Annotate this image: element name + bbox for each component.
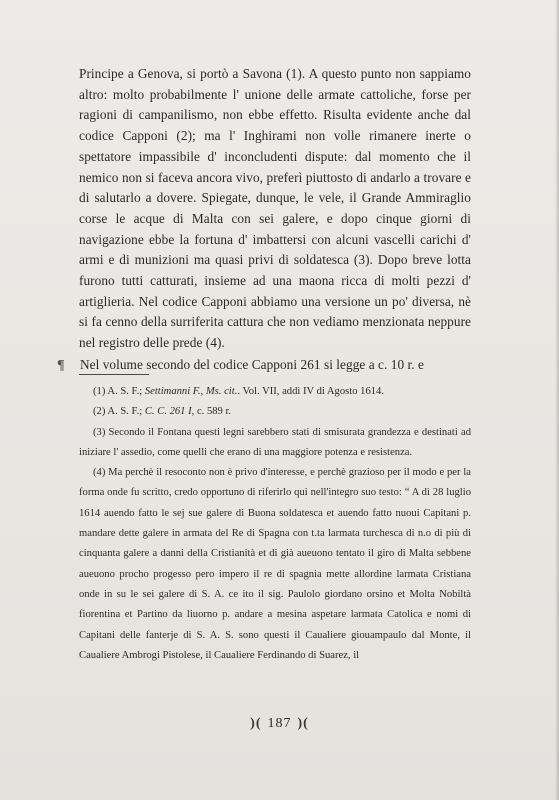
footnote-1-prefix: (1) A. S. F.; [93,386,143,397]
footnote-2-prefix: (2) A. S. F.; [93,406,143,418]
footnote-2 [79,402,471,422]
footnote-4: (4) Ma perchè il resoconto non è privo d'interesse, e perchè grazioso per il modo e per la forma onde fu scritto, credo opportuno di riferirlo qui nell'integro suo testo: “ A dì 28 luglio 1614 auendo fatto le sej sue galere di Buona soldatesca et auendo fatto nuoui Capitani p. mandare dette galere in armata del Re di Spagna con t.ta larmata turchesca di n.o di più di cinquanta galere a danni della Cristianità et di già aueuono tentato il giro di Malta sebbene aueuono procho progesso pero impero il re di spagnia mette allordine larmata Cristiana onde in su le sei galere di S. A. ce ito il sig. Paulolo giordano orsino et Molta Nobiltà fiorentina et Partino da liuorno p. andare a mesina aspetare larmata Catolica e nomi di Capitani delle fanterje di S. A. S. sono questi il Caualiere giouampaulo dal Monte, il Caualiere Ambrogi Pistolese, il Caualiere Ferdinando di Suarez, il [79,467,471,661]
body-paragraph: Principe a Genova, si portò a Savona (1). A questo punto non sappiamo altro: molto probabilmente l' unione delle armate cattoliche, forse per ragioni di campanilismo, non ebbe effetto. Risulta evidente anche dal codice Capponi (2); ma l' Inghirami non volle rimanere inerte o spettatore impassibile d' inconcludenti dispute: dal momento che il nemico non si faceva ancora vivo, preferì piuttosto di andarlo a trovare e di salutarlo a dovere. Spiegate, dunque, le vele, il Grande Ammiraglio corse le acque di Malta con sei galere, e dopo cinque giorni di navigazione ebbe la fortuna d' imbattersi con alcuni vascelli carichi d' armi e di munizioni ma quasi privi di soldatesca (3). Dopo breve lotta furono tutti catturati, insieme ad una maona ricca di molti pezzi d' artiglieria. Nel codice Capponi abbiamo una versione un po' diversa, nè si fa cenno della surriferita cattura che non vediamo menzionata neppure nel registro delle prede (4). [79,66,471,351]
footnote-2-source: C. C. 261 I, [144,406,195,418]
footnote-1 [79,382,471,402]
footnote-2-suffix: c. 589 r. [196,406,232,418]
footnote-3: (3) Secondo il Fontana questi legni sarebbero stati di smisurata grandezza e destinati ad iniziare l' assedio, come quelli che erano di una maggiore potenza e resistenza. [79,426,471,458]
body-paragraph-text: Nel volume secondo del codice Capponi 261 si legge a c. 10 r. e [80,356,424,372]
page-number [0,716,559,732]
pilcrow-icon: ¶ [57,357,65,373]
main-text-block [57,64,471,377]
footnote-separator [79,374,149,375]
footnotes-block [79,382,471,666]
folio-ornament-right: )( [297,716,309,731]
footnote-1-source: Settimanni F., Ms. cit. [144,386,238,397]
folio-ornament-left: )( [250,716,262,731]
folio-number: 187 [267,716,292,731]
footnote-1-suffix: . Vol. VII, addì IV di Agosto 1614. [237,386,384,397]
